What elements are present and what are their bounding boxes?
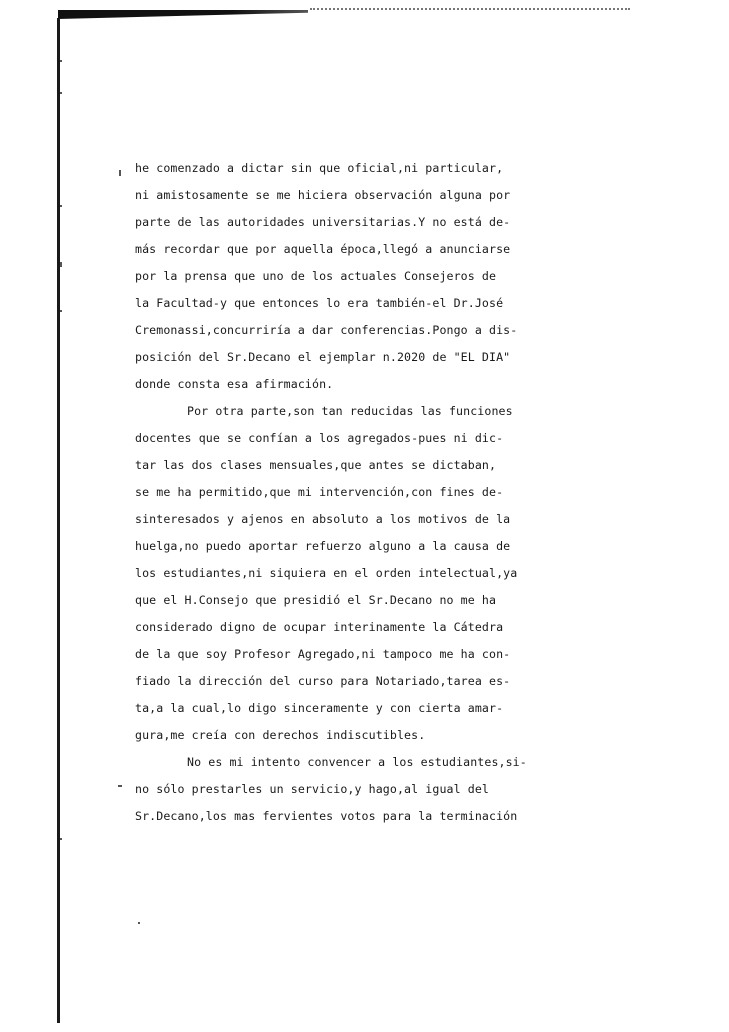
text-line: gura,me creía con derechos indiscutibles. <box>135 728 426 742</box>
scan-speck <box>119 170 121 176</box>
text-line: no sólo prestarles un servicio,y hago,al igual del <box>135 782 490 796</box>
scan-left-edge-mark <box>57 18 60 1023</box>
text-line: Sr.Decano,los mas fervientes votos para la terminación <box>135 809 518 823</box>
scan-speck <box>118 785 122 787</box>
scan-speck <box>60 205 62 207</box>
text-line: Por otra parte,son tan reducidas las funciones <box>187 404 513 418</box>
text-line: he comenzado a dictar sin que oficial,ni particular, <box>135 161 504 175</box>
scan-speck <box>60 60 62 62</box>
scan-speck <box>138 922 140 924</box>
text-line: docentes que se confían a los agregados-pues ni dic- <box>135 431 504 445</box>
text-line: más recordar que por aquella época,llegó a anunciarse <box>135 242 511 256</box>
text-line: tar las dos clases mensuales,que antes se dictaban, <box>135 458 497 472</box>
scan-speck <box>60 838 62 840</box>
scan-speck <box>60 92 62 94</box>
text-line: de la que soy Profesor Agregado,ni tampoco me ha con- <box>135 647 511 661</box>
scan-speck <box>60 262 62 267</box>
text-line: se me ha permitido,que mi intervención,con fines de- <box>135 485 504 499</box>
scan-top-dotted-line <box>310 8 630 14</box>
text-line: ta,a la cual,lo digo sinceramente y con cierta amar- <box>135 701 504 715</box>
text-line: los estudiantes,ni siquiera en el orden intelectual,ya <box>135 566 518 580</box>
text-line: parte de las autoridades universitarias.Y no está de- <box>135 215 511 229</box>
text-line: considerado digno de ocupar interinamente la Cátedra <box>135 620 504 634</box>
text-line: por la prensa que uno de los actuales Consejeros de <box>135 269 497 283</box>
text-line: la Facultad-y que entonces lo era también-el Dr.José <box>135 296 504 310</box>
text-line: sinteresados y ajenos en absoluto a los motivos de la <box>135 512 511 526</box>
text-line: posición del Sr.Decano el ejemplar n.2020 de "EL DIA" <box>135 350 511 364</box>
text-line: donde consta esa afirmación. <box>135 377 334 391</box>
text-line: Cremonassi,concurriría a dar conferencias.Pongo a dis- <box>135 323 518 337</box>
scan-speck <box>60 310 62 312</box>
text-line: fiado la dirección del curso para Notariado,tarea es- <box>135 674 511 688</box>
text-line: No es mi intento convencer a los estudiantes,si- <box>187 755 527 769</box>
scan-top-edge-mark <box>58 10 308 19</box>
document-body <box>135 155 535 830</box>
text-line: ni amistosamente se me hiciera observación alguna por <box>135 188 511 202</box>
text-line: que el H.Consejo que presidió el Sr.Decano no me ha <box>135 593 497 607</box>
text-line: huelga,no puedo aportar refuerzo alguno a la causa de <box>135 539 511 553</box>
